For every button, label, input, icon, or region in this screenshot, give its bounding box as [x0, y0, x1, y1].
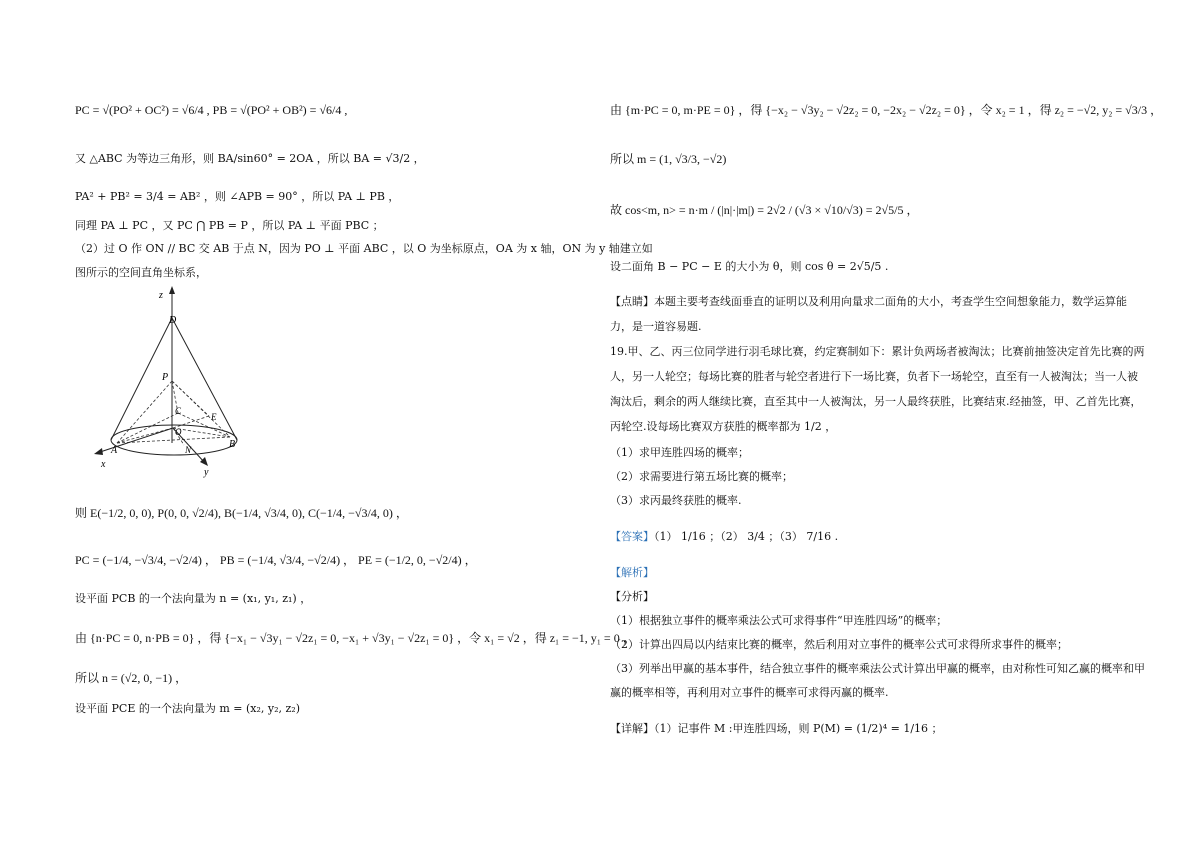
cone-coordinate-figure [85, 283, 255, 478]
problem-19-line-1: 19.甲、乙、丙三位同学进行羽毛球比赛，约定赛制如下：累计负两场者被淘汰；比赛前抽签决定首先比赛的两 [610, 345, 1145, 358]
normal-vector-n-setup: 设平面 PCB 的一个法向量为 n = (x₁, y₁, z₁) ， [75, 592, 312, 605]
label-a: A [111, 445, 118, 456]
label-x: x [101, 459, 106, 470]
normal-vector-m-setup: 设平面 PCE 的一个法向量为 m = (x₂, y₂, z₂) [75, 702, 300, 715]
label-c: C [175, 406, 182, 416]
question-3: （3）求丙最终获胜的概率. [610, 494, 742, 507]
comment-line-1: 【点睛】本题主要考查线面垂直的证明以及利用向量求二面角的大小，考查学生空间想象能力，数学运算能 [610, 295, 1127, 308]
analysis-point-3: （3）列举出甲赢的基本事件，结合独立事件的概率乘法公式计算出甲赢的概率，由对称性可知乙赢的概率和甲 [610, 662, 1145, 675]
label-y: y [204, 467, 209, 478]
part2-coordinate-setup-line: （2）过 O 作 ON // BC 交 AB 于点 N，因为 PO ⊥ 平面 ABC ，以 O 为坐标原点，OA 为 x 轴，ON 为 y 轴建立如 [75, 242, 653, 255]
answer-tag: 【答案】 [610, 530, 654, 543]
dihedral-angle-line: 设二面角 B − PC − E 的大小为 θ，则 cos θ = 2√5/5 . [610, 260, 889, 273]
analysis-point-3-cont: 赢的概率相等，再利用对立事件的概率可求得丙赢的概率. [610, 686, 889, 699]
analysis-point-1: （1）根据独立事件的概率乘法公式可求得事件“甲连胜四场”的概率； [610, 614, 948, 627]
answer-values: （1） 1/16 ；（2） 3/4 ；（3） 7/16 . [654, 530, 839, 543]
pc-pb-length-line: PC = √(PO² + OC²) = √6/4 , PB = √(PO² + OB²) = √6/4 , [75, 103, 348, 117]
cosine-angle-line: 故 cos<m, n> = n·m / (|n|·|m|) = 2√2 / (√3 × √10/√3) = 2√5/5 ， [610, 203, 919, 217]
analysis-tag: 【解析】 [610, 566, 654, 579]
normal-vector-n-system: 由 {n·PC = 0, n·PB = 0} ，得 {−x₁ − √3y₁ − √2z₁ = 0, −x₁ + √3y₁ − √2z₁ = 0} ，令 x₁ = √2 ，得 z₁ = −1, y₁ = 0 ， [75, 631, 635, 645]
pa-perp-plane-line: 同理 PA ⊥ PC ，又 PC ⋂ PB = P ，所以 PA ⊥ 平面 PBC ； [75, 219, 384, 232]
answer-line [610, 530, 838, 544]
point-coordinates-line: 则 E(−1/2, 0, 0), P(0, 0, √2/4), B(−1/4, √3/4, 0), C(−1/4, −√3/4, 0) ， [75, 506, 408, 520]
part2-coordinate-setup-cont: 图所示的空间直角坐标系， [75, 266, 207, 279]
question-2: （2）求需要进行第五场比赛的概率； [610, 470, 793, 483]
problem-19-line-4: 丙轮空.设每场比赛双方获胜的概率都为 1/2 ， [610, 420, 837, 433]
label-p: P [162, 372, 169, 383]
normal-vector-n-result: 所以 n = (√2, 0, −1) ， [75, 671, 188, 685]
label-b: B [229, 439, 236, 450]
label-e: E [211, 412, 217, 422]
problem-19-line-2: 人，另一人轮空；每场比赛的胜者与轮空者进行下一场比赛，负者下一场轮空，直至有一人被淘汰；当一人被 [610, 370, 1138, 383]
right-column [600, 0, 1200, 848]
label-z: z [159, 290, 163, 301]
label-d: D [169, 315, 177, 326]
detailed-solution-line: 【详解】（1）记事件 M :甲连胜四场，则 P(M) = (1/2)⁴ = 1/16 ； [610, 722, 943, 735]
equilateral-triangle-line: 又 △ABC 为等边三角形，则 BA/sin60° = 2OA ，所以 BA = √3/2 ， [75, 152, 425, 165]
analysis-heading: 【分析】 [610, 590, 654, 603]
comment-line-2: 力，是一道容易题. [610, 320, 702, 333]
question-1: （1）求甲连胜四场的概率； [610, 446, 749, 459]
analysis-point-2: （2）计算出四局以内结束比赛的概率，然后利用对立事件的概率公式可求得所求事件的概率； [610, 638, 1068, 651]
normal-vector-m-system: 由 {m·PC = 0, m·PE = 0} ，得 {−x₂ − √3y₂ − √2z₂ = 0, −2x₂ − √2z₂ = 0} ，令 x₂ = 1 ，得 z₂ = −√2, y₂ = √3/3 ， [610, 103, 1163, 117]
label-o: O [175, 427, 182, 437]
label-n: N [185, 445, 192, 455]
problem-19-line-3: 淘汰后，剩余的两人继续比赛，直至其中一人被淘汰，另一人最终获胜，比赛结束.经抽签，甲、乙首先比赛， [610, 395, 1142, 408]
pa-perp-pb-line: PA² + PB² = 3/4 = AB² ，则 ∠APB = 90° ，所以 PA ⊥ PB ， [75, 190, 400, 203]
vector-coordinates-line: PC = (−1/4, −√3/4, −√2/4) ， PB = (−1/4, √3/4, −√2/4) ， PE = (−1/2, 0, −√2/4) ， [75, 553, 477, 567]
normal-vector-m-result: 所以 m = (1, √3/3, −√2) [610, 152, 727, 166]
